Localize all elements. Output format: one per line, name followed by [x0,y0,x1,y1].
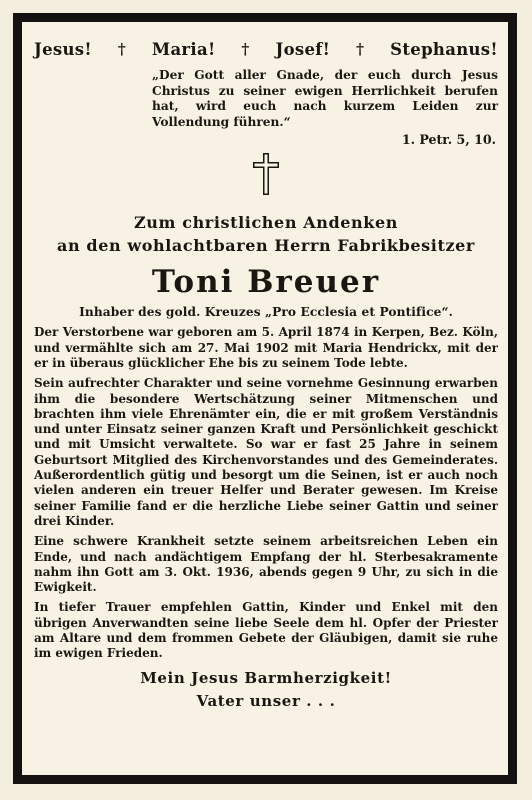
closing-our-father: Vater unser . . . [196,691,336,710]
deceased-name: Toni Breuer [151,264,381,301]
biography [34,325,498,661]
bible-quote: „Der Gott aller Gnade, der euch durch Jesus Christus zu seiner ewigen Herrlichkeit berufen hat, wird euch nach kurzem Leiden zur Vollendung führen.“ [152,68,498,129]
latin-cross-icon [253,153,279,195]
invocation-josef: Josef! [275,39,331,59]
card-content [34,36,498,713]
dagger-separator: † [241,40,250,58]
invocation-stephanus: Stephanus! [390,39,498,59]
bio-paragraph-death: Eine schwere Krankheit setzte seinem arbeitsreichen Leben ein Ende, und nach andächtigem Empfang der hl. Sterbesakramente nahm ihn Gott am 3. Okt. 1936, abends gegen 9 Uhr, zu sich in die Ewigkeit. [34,534,498,595]
invocation-maria: Maria! [151,39,216,59]
dagger-separator: † [356,40,365,58]
closing-prayer: Mein Jesus Barmherzigkeit! [140,668,392,687]
memorial-line-1: Zum christlichen Andenken [134,213,398,233]
invocation-line [34,36,498,62]
bio-paragraph-character: Sein aufrechter Charakter und seine vornehme Gesinnung erwarben ihm die besondere Wertschätzung seiner Mitmenschen und brachten ihm viele Ehrenämter ein, die er mit großem Verständnis und unter Einsatz seiner ganzen Kraft und Persönlichkeit geschickt und mit Umsicht verwaltete. So war er fast 25 Jahre in seinem Geburtsort Mitglied des Kirchenvorstandes und des Gemeinderates. Außerordentlich gütig und besorgt um die Seinen, ist er auch noch vielen anderen ein treuer Helfer und Berater gewesen. Im Kreise seiner Familie fand er die herzliche Liebe seiner Gattin und seiner drei Kinder. [34,376,498,528]
memorial-line-2: an den wohlachtbaren Herrn Fabrikbesitzer [57,236,475,256]
invocation-jesus: Jesus! [34,39,92,59]
bio-paragraph-mourning: In tiefer Trauer empfehlen Gattin, Kinder und Enkel mit den übrigen Anverwandten seine liebe Seele dem hl. Opfer der Priester am Altare und dem frommen Gebete der Gläubigen, damit sie ruhe im ewigen Frieden. [34,600,498,661]
bio-paragraph-birth: Der Verstorbene war geboren am 5. April 1874 in Kerpen, Bez. Köln, und vermählte sich am 27. Mai 1902 mit Maria Hendrickx, mit der er in überaus glücklicher Ehe bis zu seinem Tode lebte. [34,325,498,370]
memorial-heading [34,211,498,257]
dagger-separator: † [117,40,126,58]
quote-source: 1. Petr. 5, 10. [401,132,496,148]
honor-line: Inhaber des gold. Kreuzes „Pro Ecclesia et Pontifice“. [79,305,453,320]
